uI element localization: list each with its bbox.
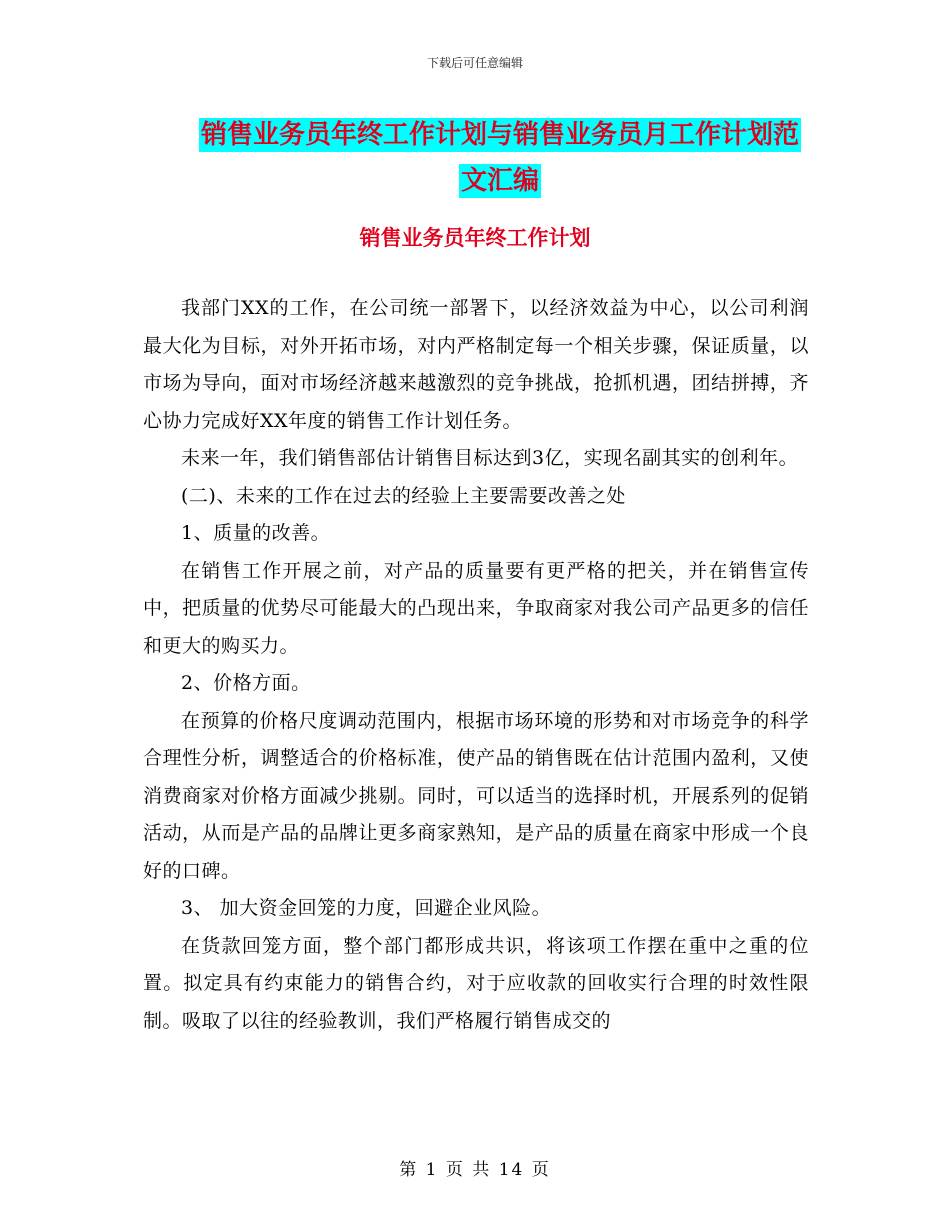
paragraph: (二)、未来的工作在过去的经验上主要需要改善之处 <box>181 484 626 507</box>
body-text <box>143 290 809 1040</box>
document-title <box>120 112 880 204</box>
title-line-1: 销售业务员年终工作计划与销售业务员月工作计划范 <box>200 120 799 150</box>
page-footer: 第 1 页 共 14 页 <box>399 1160 551 1180</box>
paragraph: 在销售工作开展之前，对产品的质量要有更严格的把关，并在销售宣传中，把质量的优势尽可能最大的凸现出来，争取商家对我公司产品更多的信任和更大的购买力。 <box>143 559 809 657</box>
paragraph: 2、价格方面。 <box>181 672 311 694</box>
paragraph: 我部门XX的工作，在公司统一部署下，以经济效益为中心，以公司利润最大化为目标，对外开拓市场，对内严格制定每一个相关步骤，保证质量，以市场为导向，面对市场经济越来越激烈的竞争挑战，抢抓机遇，团结拼搏，齐心协力完成好XX年度的销售工作计划任务。 <box>143 297 809 432</box>
title-line-2: 文汇编 <box>460 166 539 196</box>
paragraph: 在预算的价格尺度调动范围内，根据市场环境的形势和对市场竞争的科学合理性分析，调整适合的价格标准，使产品的销售既在估计范围内盈利，又使消费商家对价格方面减少挑剔。同时，可以适当的选择时机，开展系列的促销活动，从而是产品的品牌让更多商家熟知，是产品的质量在商家中形成一个良好的口碑。 <box>143 709 809 882</box>
paragraph: 3、 加大资金回笼的力度，回避企业风险。 <box>181 897 552 919</box>
header-note: 下载后可任意编辑 <box>426 56 523 70</box>
paragraph: 1、质量的改善。 <box>181 522 331 544</box>
paragraph: 未来一年，我们销售部估计销售目标达到3亿，实现名副其实的创利年。 <box>181 447 799 469</box>
section-heading: 销售业务员年终工作计划 <box>359 226 591 250</box>
paragraph: 在货款回笼方面，整个部门都形成共识，将该项工作摆在重中之重的位置。拟定具有约束能力的销售合约，对于应收款的回收实行合理的时效性限制。吸取了以往的经验教训，我们严格履行销售成交的 <box>143 934 809 1032</box>
